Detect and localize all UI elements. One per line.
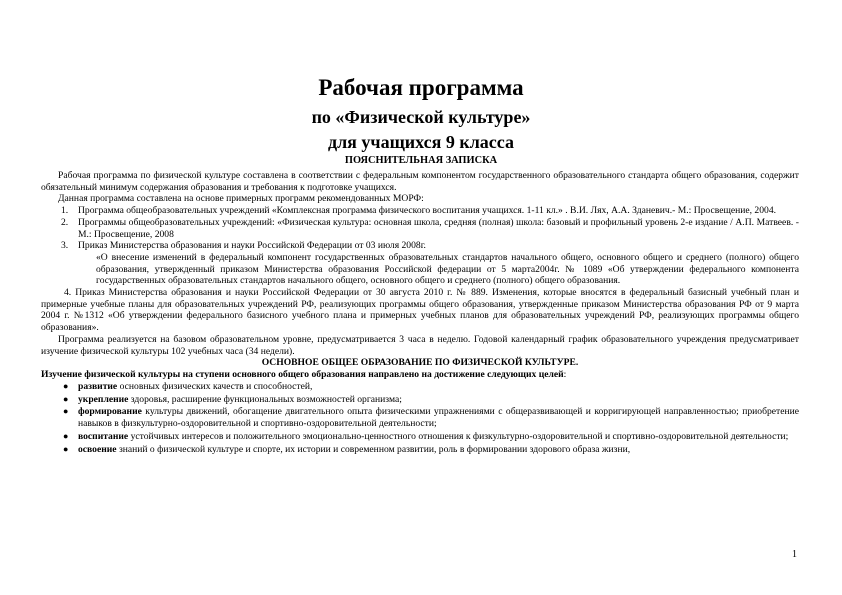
order-4-paragraph: 4. Приказ Министерства образования и науки Российской Федерации от 30 августа 2010 г. № 889. Изменения, которые вносятся в федеральный базисный учебный план и примерные учебные планы для образовательных учреждений РФ, реализующих программы общего образования, утвержденные приказом Министерства образования РФ от 9 марта 2004 г. №1312 «Об утверждении федерального базисного учебного плана и примерных учебных планов для образовательных учреждений РФ, реализующих программы общего образования». <box>41 287 799 334</box>
list-item-text: Программы общеобразовательных учреждений: «Физическая культура: основная школа, средняя (полная) школа: базовый и профильный уровень 2-е издание / А.П. Матвеев. - М.: Просвещение, 2008 <box>78 216 799 240</box>
bullet-icon: ● <box>63 443 69 454</box>
list-item <box>41 406 799 429</box>
bullet-icon: ● <box>63 406 69 417</box>
list-item-text: Приказ Министерства образования и науки Российской Федерации от 03 июля 2008г. <box>78 240 426 252</box>
basis-paragraph: Данная программа составлена на основе примерных программ рекомендованных МОРФ: <box>58 193 424 205</box>
goals-intro-text: Изучение физической культуры на ступени основного общего образования направлено на достижение следующих целей <box>41 368 564 380</box>
list-item-number: 1. <box>61 205 69 217</box>
list-item-text: Программа общеобразовательных учреждений «Комплексная программа физического воспитания учащихся. 1-11 кл.» . В.И. Лях, А.А. Зданевич.- М.: Просвещение, 2004. <box>78 205 777 217</box>
goal-term: воспитание <box>78 431 129 443</box>
list-item-number: 3. <box>61 240 69 252</box>
list-item-number: 2. <box>61 216 69 228</box>
explanatory-heading: ПОЯСНИТЕЛЬНАЯ ЗАПИСКА <box>344 155 498 166</box>
title-block <box>0 74 842 167</box>
order-quote: «О внесение изменений в федеральный компонент государственных образовательных стандартов начального общего, основного общего и среднего (полного) общего образования, утвержденный приказом Министерства образования Российской федерации от 5 марта2004г. № 1089 «Об утверждении федерального компонента государственных образовательных стандартов начального общего, основного общего и среднего (полного) общего образования. <box>96 251 799 287</box>
goal-term: формирование <box>78 406 142 418</box>
document-subtitle: по «Физической культуре» <box>311 107 531 127</box>
document-grade: для учащихся 9 класса <box>327 132 515 152</box>
document-body <box>41 170 799 457</box>
intro-paragraph: Рабочая программа по физической культуре составлена в соответствии с федеральным компонентом государственного образовательного стандарта общего образования, содержит обязательный минимум содержания образования и требования к подготовке учащихся. <box>41 170 799 193</box>
programs-list <box>41 205 799 252</box>
goal-term: освоение <box>78 443 117 455</box>
goal-term: укрепление <box>78 393 129 405</box>
goal-text: устойчивых интересов и положительного эмоционально-ценностного отношения к физкультурно-оздоровительной и спортивно-оздоровительной деятельности; <box>128 431 789 443</box>
goal-text: здоровья, расширение функциональных возможностей организма; <box>128 393 402 405</box>
goals-intro-colon: : <box>563 368 567 380</box>
goal-text: знаний о физической культуре и спорте, их истории и современном развитии, роль в формировании здорового образа жизни, <box>116 443 631 455</box>
goal-text: культуры движений, обогащение двигательного опыта физическими упражнениями с общеразвивающей и корригирующей направленностью; приобретение навыков в физкультурно-оздоровительной и спортивно-оздоровительной деятельности; <box>78 406 799 430</box>
section-heading: ОСНОВНОЕ ОБЩЕЕ ОБРАЗОВАНИЕ ПО ФИЗИЧЕСКОЙ КУЛЬТУРЕ. <box>261 357 579 369</box>
bullet-icon: ● <box>63 380 69 391</box>
goals-list <box>41 381 799 456</box>
bullet-icon: ● <box>63 393 69 404</box>
goal-term: развитие <box>78 380 118 392</box>
list-item <box>41 431 799 443</box>
list-item <box>41 381 799 393</box>
list-item <box>41 240 799 252</box>
goals-intro <box>41 369 799 381</box>
list-item <box>41 444 799 456</box>
goal-text: основных физических качеств и способностей, <box>117 380 313 392</box>
page-number: 1 <box>792 549 797 560</box>
bullet-icon: ● <box>63 431 69 442</box>
schedule-paragraph: Программа реализуется на базовом образовательном уровне, предусматривается 3 часа в неделю. Годовой календарный график образовательного учреждения предусматривает изучение физической культуры 102 учебных часа (34 недели). <box>41 333 799 357</box>
list-item <box>41 205 799 217</box>
list-item <box>41 394 799 406</box>
document-title: Рабочая программа <box>318 75 524 100</box>
list-item <box>41 217 799 240</box>
